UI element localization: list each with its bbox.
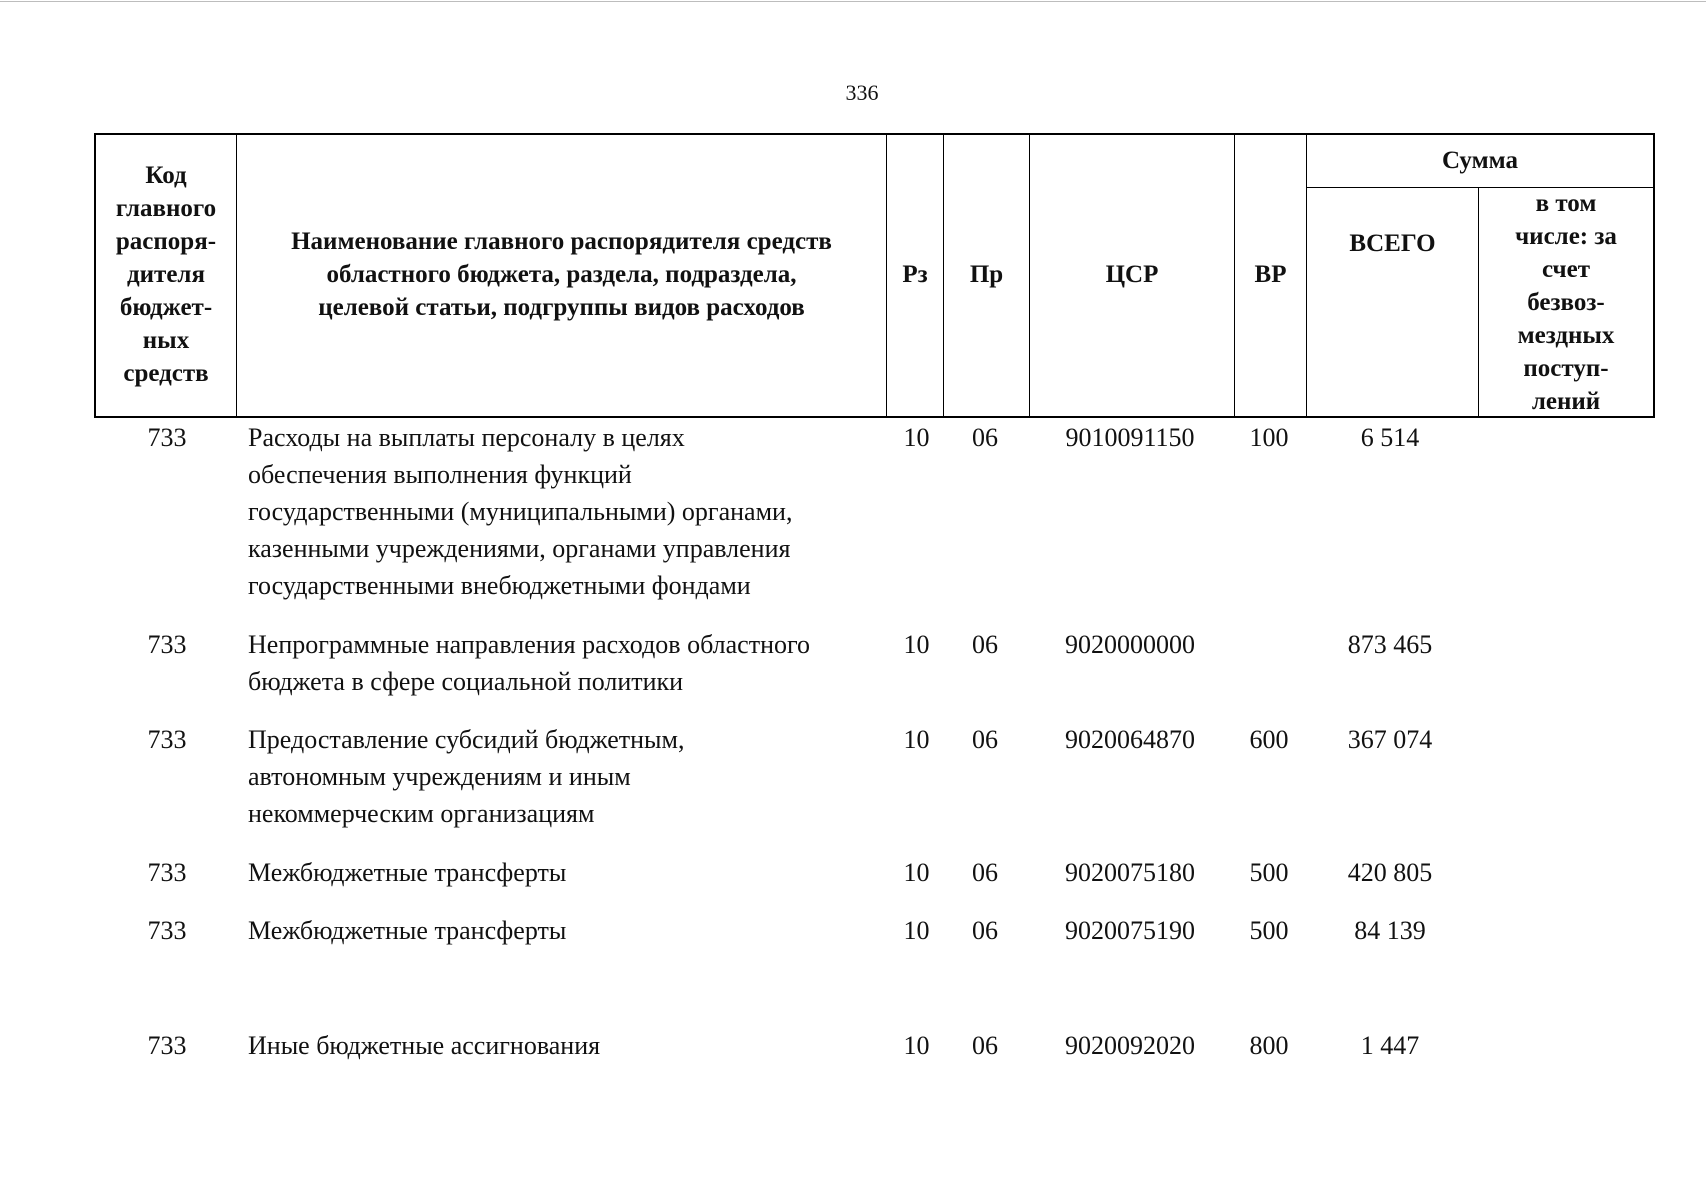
row-name-line: некоммерческим организациям [248, 799, 595, 828]
row-pr: 06 [972, 916, 998, 945]
header-gratuitous-line: лений [1531, 387, 1601, 415]
row-name-line: Предоставление субсидий бюджетным, [248, 725, 685, 754]
header-bottom-border [94, 416, 1655, 418]
header-border-right [1653, 133, 1655, 418]
row-csr: 9020075180 [1065, 858, 1195, 887]
header-name-line: Наименование главного распорядителя средств [291, 228, 832, 255]
row-name [248, 626, 810, 700]
row-vr: 600 [1249, 725, 1289, 754]
header-gratuitous [1479, 188, 1653, 416]
header-pr: Пр [969, 261, 1004, 288]
row-code: 733 [147, 858, 187, 887]
row-name-line: автономным учреждениям и иным [248, 762, 631, 791]
page-number: 336 [845, 80, 879, 105]
header-code-line: ных [142, 327, 190, 354]
header-name-line: областного бюджета, раздела, подраздела, [326, 261, 797, 288]
row-name-line: бюджета в сфере социальной политики [248, 667, 684, 696]
row-name-line: обеспечения выполнения функций [248, 460, 632, 489]
header-code-line: Код [145, 162, 187, 189]
scan-edge-line [0, 1, 1706, 2]
row-total: 84 139 [1354, 916, 1426, 945]
header-gratuitous-line: безвоз- [1527, 288, 1605, 316]
header-gratuitous-line: числе: за [1515, 222, 1617, 250]
header-code-line: главного [115, 195, 217, 222]
header-gratuitous-line: поступ- [1523, 354, 1609, 382]
row-csr: 9020000000 [1065, 630, 1195, 659]
row-pr: 06 [972, 725, 998, 754]
row-name-line: Расходы на выплаты персоналу в целях [248, 423, 685, 452]
row-name-line: Непрограммные направления расходов областного [248, 630, 810, 659]
row-rz: 10 [903, 423, 930, 452]
row-name [248, 419, 792, 604]
row-name-line: казенными учреждениями, органами управления [248, 534, 791, 563]
header-vr: ВР [1254, 261, 1287, 288]
header-code-line: распоря- [115, 228, 217, 255]
row-code: 733 [147, 725, 187, 754]
row-vr: 500 [1249, 858, 1289, 887]
header-code-line: дителя [127, 261, 205, 288]
header-gratuitous-line: мездных [1517, 321, 1615, 349]
row-csr: 9010091150 [1065, 423, 1195, 452]
row-pr: 06 [972, 1031, 998, 1060]
row-name-line: Межбюджетные трансферты [248, 858, 567, 887]
row-pr: 06 [972, 858, 998, 887]
header-sum: Сумма [1442, 146, 1518, 174]
row-code: 733 [147, 1031, 187, 1060]
row-pr: 06 [972, 423, 998, 452]
row-total: 6 514 [1360, 423, 1420, 452]
row-name [248, 721, 684, 832]
row-csr: 9020092020 [1065, 1031, 1195, 1060]
row-name [248, 1027, 600, 1064]
row-rz: 10 [903, 1031, 930, 1060]
row-csr: 9020075190 [1065, 916, 1195, 945]
row-total: 367 074 [1347, 725, 1433, 754]
row-name-line: государственными (муниципальными) органами, [248, 497, 793, 526]
header-code [96, 133, 236, 416]
header-total: ВСЕГО [1349, 229, 1436, 257]
row-vr: 800 [1249, 1031, 1289, 1060]
row-rz: 10 [903, 630, 930, 659]
row-rz: 10 [903, 725, 930, 754]
row-name-line: Иные бюджетные ассигнования [248, 1031, 601, 1060]
row-name [248, 912, 566, 949]
header-name [237, 133, 886, 416]
header-gratuitous-line: счет [1541, 255, 1591, 283]
header-gratuitous-line: в том [1535, 189, 1597, 217]
row-code: 733 [147, 916, 187, 945]
row-vr: 500 [1249, 916, 1289, 945]
row-rz: 10 [903, 858, 930, 887]
row-name-line: Межбюджетные трансферты [248, 916, 567, 945]
row-vr: 100 [1249, 423, 1289, 452]
row-name-line: государственными внебюджетными фондами [248, 571, 751, 600]
row-total: 420 805 [1347, 858, 1433, 887]
row-total: 873 465 [1347, 630, 1433, 659]
row-csr: 9020064870 [1065, 725, 1195, 754]
header-code-line: средств [123, 360, 209, 387]
row-total: 1 447 [1360, 1031, 1420, 1060]
header-rz: Рз [902, 261, 928, 288]
row-name [248, 854, 566, 891]
row-code: 733 [147, 423, 187, 452]
row-pr: 06 [972, 630, 998, 659]
header-csr: ЦСР [1105, 261, 1159, 288]
row-rz: 10 [903, 916, 930, 945]
table-header [94, 133, 1655, 418]
row-code: 733 [147, 630, 187, 659]
header-code-line: бюджет- [119, 294, 213, 321]
header-name-line: целевой статьи, подгруппы видов расходов [318, 294, 805, 321]
